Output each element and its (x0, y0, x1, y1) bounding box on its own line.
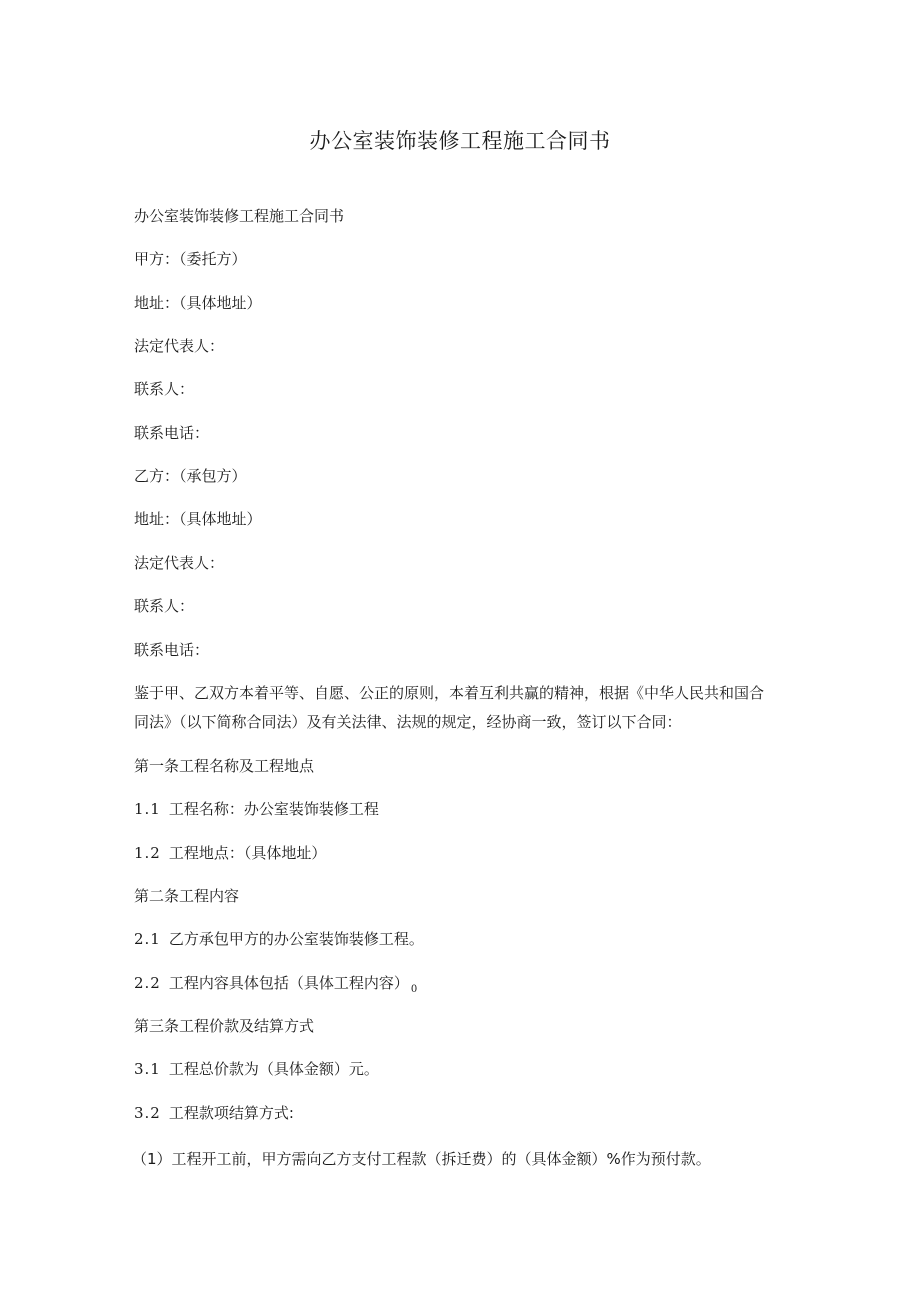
preamble-line-1: 鉴于甲、乙双方本着平等、自愿、公正的原则，本着互利共赢的精神，根据《中华人民共和国合 (134, 684, 765, 702)
clause-text: 工程款项结算方式: (168, 1104, 294, 1122)
document-subtitle: 办公室装饰装修工程施工合同书 (134, 207, 345, 225)
clause-text: 工程地点：（具体地址） (168, 844, 327, 862)
clause-1-1 (134, 798, 379, 820)
clause-number: 3.2 (134, 1104, 161, 1122)
article-3-heading: 第三条工程价款及结算方式 (134, 1017, 315, 1035)
document-title: 办公室装饰装修工程施工合同书 (309, 129, 611, 153)
party-b-phone: 联系电话： (134, 641, 210, 659)
party-b-address: 地址：（具体地址） (134, 510, 262, 528)
clause-text: 乙方承包甲方的办公室装饰装修工程。 (168, 930, 424, 948)
clause-number: 2.1 (134, 930, 161, 948)
party-a-legal-rep: 法定代表人： (134, 337, 225, 355)
clause-number: 1.2 (134, 844, 161, 862)
article-2-heading: 第二条工程内容 (134, 887, 240, 905)
preamble-line-2: 同法》（以下简称合同法）及有关法律、法规的规定，经协商一致，签订以下合同： (134, 713, 682, 731)
clause-2-1 (134, 928, 424, 950)
article-1-heading: 第一条工程名称及工程地点 (134, 757, 315, 775)
party-a-address: 地址：（具体地址） (134, 294, 262, 312)
party-a-phone: 联系电话： (134, 424, 210, 442)
clause-1-2 (134, 842, 326, 864)
clause-number: 1.1 (134, 800, 161, 818)
party-a-contact: 联系人： (134, 380, 195, 398)
clause-text: 工程内容具体包括（具体工程内容） (168, 974, 409, 992)
clause-text: 工程总价款为（具体金额）元。 (168, 1060, 379, 1078)
clause-tail-mark: 0 (410, 984, 418, 995)
clause-3-2 (134, 1102, 294, 1124)
party-a-label: 甲方：（委托方） (134, 250, 247, 268)
clause-3-1 (134, 1058, 379, 1080)
party-b-contact: 联系人： (134, 597, 195, 615)
clause-number: 3.1 (134, 1060, 161, 1078)
clause-number: 2.2 (134, 974, 161, 992)
clause-text: 工程名称：办公室装饰装修工程 (168, 800, 379, 818)
clause-2-2 (134, 972, 417, 1001)
party-b-legal-rep: 法定代表人： (134, 554, 225, 572)
party-b-label: 乙方：（承包方） (134, 467, 247, 485)
clause-3-2-item-1: （1）工程开工前，甲方需向乙方支付工程款（拆迁费）的（具体金额）%作为预付款。 (132, 1150, 711, 1168)
